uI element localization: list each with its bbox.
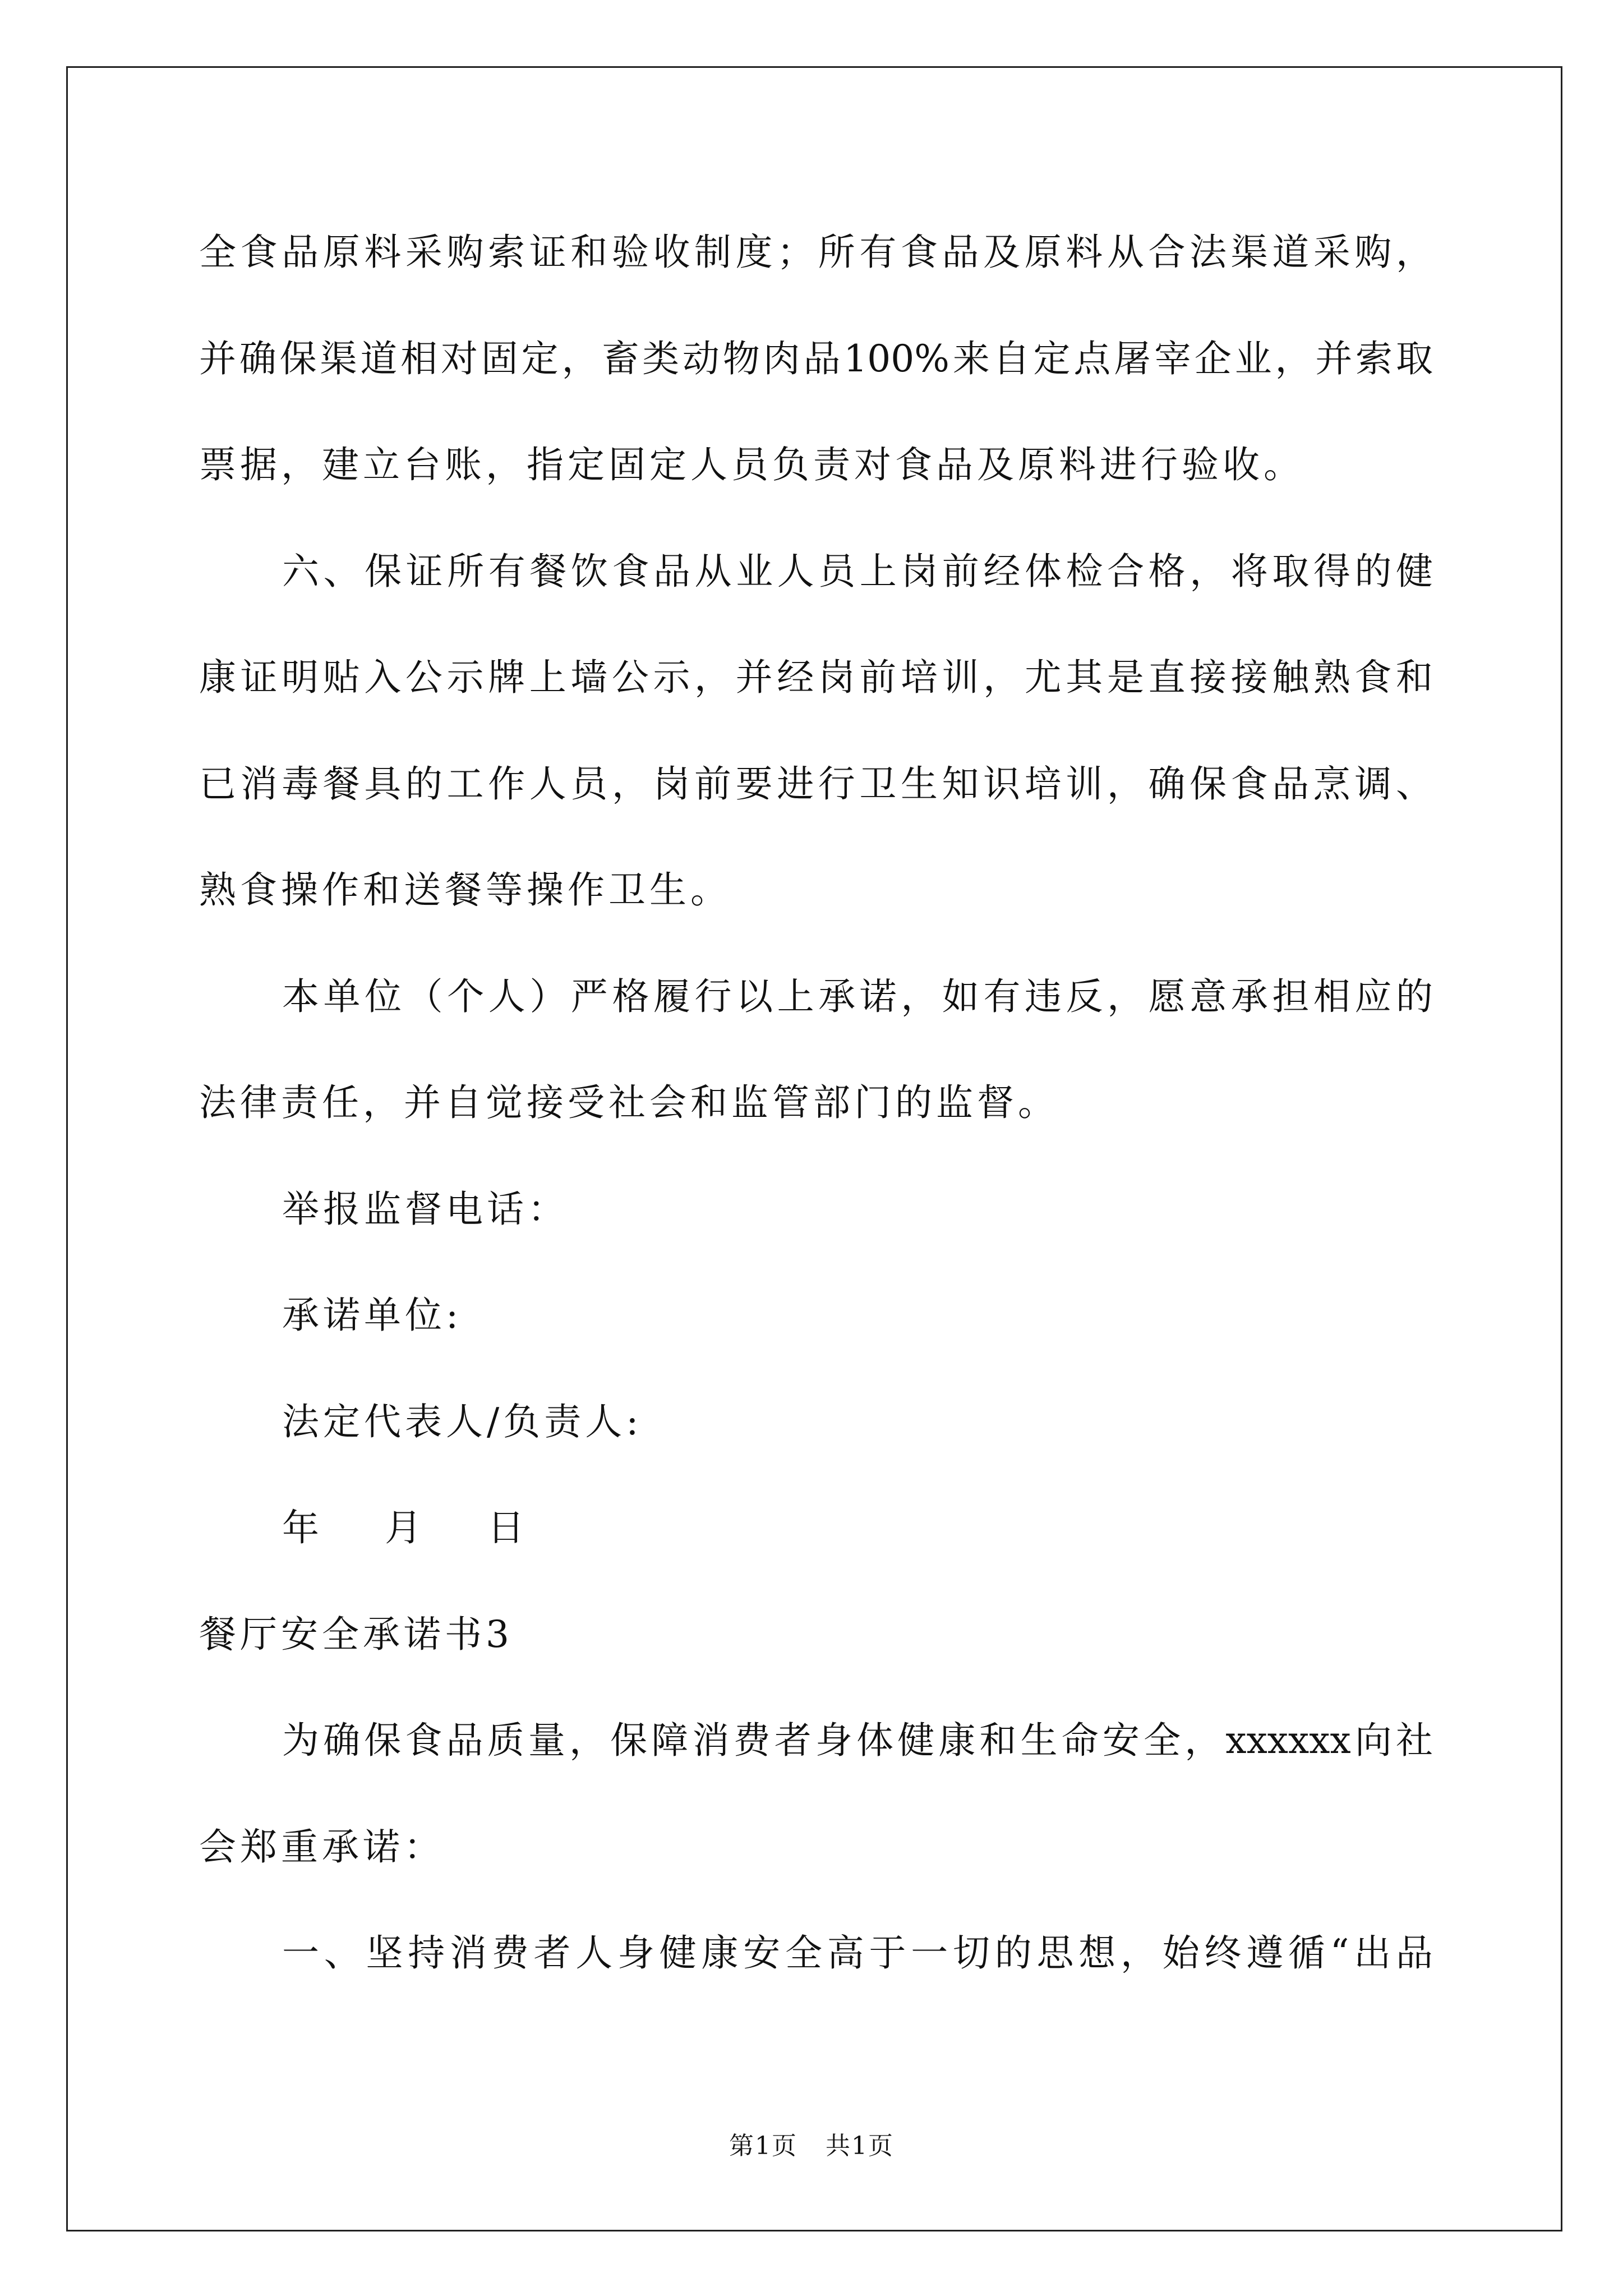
- body-line-3: 票据，建立台账，指定固定人员负责对食品及原料进行验收。: [199, 443, 1304, 486]
- date-year: 年: [282, 1506, 323, 1549]
- hotline-label: 举报监督电话：: [282, 1188, 569, 1231]
- page-total: 共1页: [826, 2132, 894, 2160]
- body-line-2: 并确保渠道相对固定，畜类动物肉品100%来自定点屠宰企业，并索取: [199, 337, 1433, 380]
- body-line-6: 已消毒餐具的工作人员，岗前要进行卫生知识培训，确保食品烹调、: [199, 762, 1433, 806]
- legal-rep-label: 法定代表人/负责人:: [282, 1400, 643, 1443]
- body-line-17: 一、坚持消费者人身健康安全高于一切的思想，始终遵循“出品: [282, 1931, 1433, 1975]
- body-line-1: 全食品原料采购索证和验收制度；所有食品及原料从合法渠道采购，: [199, 231, 1433, 274]
- body-line-8: 本单位（个人）严格履行以上承诺，如有违反，愿意承担相应的: [282, 975, 1433, 1018]
- date-line: [282, 1506, 1516, 1550]
- body-line-7: 熟食操作和送餐等操作卫生。: [199, 868, 731, 912]
- body-line-4: 六、保证所有餐饮食品从业人员上岗前经体检合格，将取得的健: [282, 550, 1433, 593]
- body-line-16: 会郑重承诺：: [199, 1825, 445, 1869]
- page-footer: [0, 2131, 1623, 2162]
- body-line-15: 为确保食品质量，保障消费者身体健康和生命安全，xxxxxx向社: [282, 1719, 1433, 1762]
- body-line-5: 康证明贴入公示牌上墙公示，并经岗前培训，尤其是直接接触熟食和: [199, 656, 1433, 699]
- page-number: 第1页: [729, 2132, 797, 2160]
- date-day: 日: [487, 1506, 528, 1549]
- committing-unit-label: 承诺单位:: [282, 1294, 463, 1337]
- date-month: 月: [385, 1506, 426, 1549]
- body-line-9: 法律责任，并自觉接受社会和监管部门的监督。: [199, 1081, 1059, 1124]
- section-title: 餐厅安全承诺书3: [199, 1613, 513, 1656]
- page-border: [66, 66, 1562, 2231]
